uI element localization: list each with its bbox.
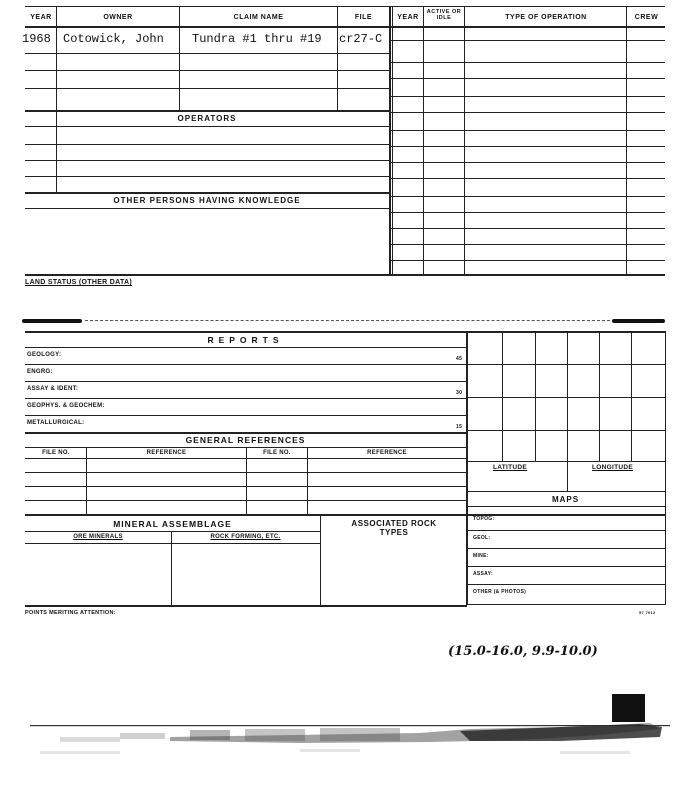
scale-number-15: 15 bbox=[456, 424, 463, 430]
separator-dash-line bbox=[85, 320, 610, 321]
scale-number-45: 45 bbox=[456, 356, 463, 362]
report-row-assay: ASSAY & IDENT: bbox=[27, 386, 79, 392]
rock-forming-label: ROCK FORMING, ETC. bbox=[210, 534, 281, 540]
header-year: YEAR bbox=[30, 14, 52, 21]
report-row-metallurgical: METALLURGICAL: bbox=[27, 420, 85, 426]
entry-year: 1968 bbox=[22, 32, 51, 46]
maps-row-other: OTHER (& PHOTOS) bbox=[473, 589, 527, 595]
maps-row-geol: GEOL: bbox=[473, 535, 491, 541]
separator-bar-right bbox=[612, 319, 665, 323]
maps-row-mine: MINE: bbox=[473, 553, 489, 559]
header-claim-name: CLAIM NAME bbox=[233, 14, 284, 21]
latitude-label: LATITUDE bbox=[493, 464, 528, 471]
header-owner: OWNER bbox=[103, 14, 133, 21]
operators-label: OPERATORS bbox=[177, 114, 237, 123]
form-number: 57 7012 bbox=[639, 610, 656, 615]
scale-number-30: 30 bbox=[456, 390, 463, 396]
header-crew: CREW bbox=[634, 14, 659, 21]
gr-header-file-no-1: FILE NO. bbox=[42, 450, 70, 456]
ore-minerals-label: ORE MINERALS bbox=[73, 534, 123, 540]
report-row-geophys: GEOPHYS. & GEOCHEM: bbox=[27, 403, 105, 409]
entry-owner: Cotowick, John bbox=[63, 32, 164, 46]
report-row-geology: GEOLOGY: bbox=[27, 352, 62, 358]
report-row-engrg: ENGRG: bbox=[27, 369, 53, 375]
scan-noise-band bbox=[0, 715, 678, 775]
header-year-2: YEAR bbox=[397, 14, 419, 21]
mineral-assemblage-title: MINERAL ASSEMBLAGE bbox=[113, 519, 232, 529]
maps-row-topog: TOPOG: bbox=[473, 516, 495, 522]
header-type-of-operation: TYPE OF OPERATION bbox=[505, 14, 587, 21]
points-meriting-attention-label: POINTS MERITING ATTENTION: bbox=[25, 610, 116, 616]
maps-title: MAPS bbox=[551, 495, 580, 504]
longitude-label: LONGITUDE bbox=[592, 464, 633, 471]
separator-bar bbox=[22, 319, 82, 323]
gr-header-reference-2: REFERENCE bbox=[367, 450, 407, 456]
gr-header-file-no-2: FILE NO. bbox=[263, 450, 291, 456]
other-persons-label: OTHER PERSONS HAVING KNOWLEDGE bbox=[113, 196, 301, 205]
gr-header-reference-1: REFERENCE bbox=[146, 450, 187, 456]
header-active-idle: ACTIVE OR IDLE bbox=[426, 9, 462, 21]
header-file: FILE bbox=[354, 14, 373, 21]
handwritten-note: (15.0-16.0, 9.9-10.0) bbox=[448, 644, 598, 659]
maps-row-assay: ASSAY: bbox=[473, 571, 493, 577]
reports-title: REPORTS bbox=[207, 335, 284, 345]
general-references-title: GENERAL REFERENCES bbox=[185, 435, 306, 445]
land-status-label: LAND STATUS (OTHER DATA) bbox=[25, 279, 133, 286]
entry-file: cr27-C bbox=[339, 32, 383, 46]
associated-rock-types-label: ASSOCIATED ROCK TYPES bbox=[351, 519, 437, 537]
entry-claim-name: Tundra #1 thru #19 bbox=[192, 32, 322, 46]
